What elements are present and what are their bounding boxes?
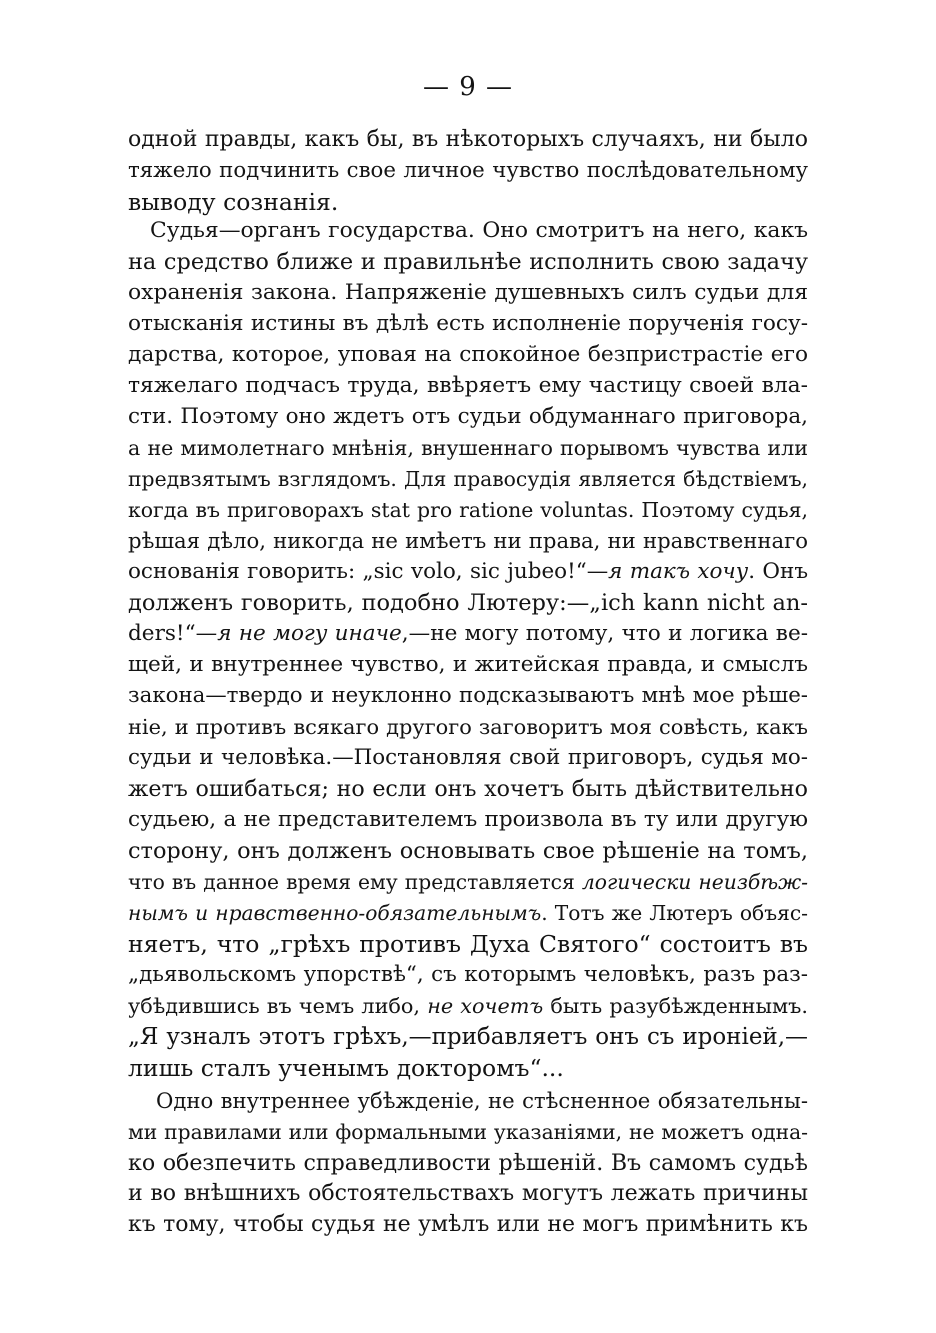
- text-line: дарства, которое, уповая на спокойное безпристрастіе его: [128, 342, 808, 367]
- text-run: . Тотъ же Лютеръ объяс-: [541, 901, 808, 925]
- text-run: . Онъ: [748, 559, 809, 584]
- text-line: [128, 867, 808, 897]
- text-run: ders!“—: [128, 621, 218, 646]
- text-line: Судья—органъ государства. Оно смотритъ на него, какъ: [150, 218, 808, 243]
- text-line: „Я узналъ этотъ грѣхъ,—прибавляетъ онъ съ ироніей,—: [128, 1024, 808, 1050]
- text-line: [128, 557, 808, 587]
- text-line: выводу сознанія.: [128, 188, 339, 216]
- text-run: убѣдившись въ чемъ либо,: [128, 994, 428, 1018]
- text-line: ко обезпечить справедливости рѣшеній. Въ самомъ судьѣ: [128, 1150, 808, 1176]
- page-number: — 9 —: [422, 72, 514, 102]
- text-line: долженъ говорить, подобно Лютеру:—„ich kann nicht an-: [128, 590, 808, 616]
- text-line: предвзятымъ взглядомъ. Для правосудія является бѣдствіемъ,: [128, 467, 808, 491]
- text-line: сти. Поэтому оно ждетъ отъ судьи обдуманнаго приговора,: [128, 404, 808, 429]
- text-line: щей, и внутреннее чувство, и житейская правда, и смыслъ: [128, 652, 808, 677]
- text-line: охраненія закона. Напряженіе душевныхъ силъ судьи для: [128, 280, 808, 305]
- text-line: къ тому, чтобы судья не умѣлъ или не могъ примѣнить къ: [128, 1212, 808, 1237]
- text-line: судьею, а не представителемъ произвола въ ту или другую: [128, 807, 808, 832]
- italic-text-run: логически неизбѣж-: [581, 870, 809, 894]
- text-run: что въ данное время ему представляется: [128, 870, 582, 894]
- text-line: на средство ближе и правильнѣе исполнить свою задачу: [128, 249, 808, 275]
- text-line: [128, 898, 808, 928]
- italic-text-run: не хочетъ: [427, 994, 544, 1018]
- text-line: а не мимолетнаго мнѣнія, внушеннаго порывомъ чувства или: [128, 436, 808, 460]
- text-line: отысканія истины въ дѣлѣ есть исполненіе порученія госу-: [128, 311, 808, 336]
- text-line: ми правилами или формальными указаніями, не можетъ одна-: [128, 1120, 808, 1144]
- text-line: [128, 619, 808, 649]
- text-run: быть разубѣжденнымъ.: [543, 994, 808, 1018]
- text-line: и во внѣшнихъ обстоятельствахъ могутъ лежать причины: [128, 1181, 808, 1206]
- text-line: жетъ ошибаться; но если онъ хочетъ быть дѣйствительно: [128, 776, 808, 802]
- text-run: основанія говорить: „sic volo, sic jubeo!“—: [128, 559, 609, 584]
- italic-text-run: я не могу иначе: [217, 621, 402, 646]
- text-line: тяжелаго подчасъ труда, ввѣряетъ ему частицу своей вла-: [128, 373, 808, 398]
- text-line: одной правды, какъ бы, въ нѣкоторыхъ случаяхъ, ни было: [128, 127, 808, 152]
- text-line: лишь сталъ ученымъ докторомъ“...: [128, 1054, 564, 1082]
- italic-text-run: я такъ хочу: [608, 559, 749, 584]
- text-line: [128, 991, 808, 1021]
- text-line: „дьявольскомъ упорствѣ“, съ которымъ человѣкъ, разъ раз-: [128, 962, 808, 987]
- text-line: рѣшая дѣло, никогда не имѣетъ ни права, ни нравственнаго: [128, 528, 808, 553]
- text-line: няетъ, что „грѣхъ противъ Духа Святого“ состоитъ въ: [128, 930, 808, 958]
- text-line: судьи и человѣка.—Постановляя свой приговоръ, судья мо-: [128, 745, 808, 770]
- text-line: ніе, и противъ всякаго другого заговоритъ моя совѣсть, какъ: [128, 715, 808, 739]
- text-line: когда въ приговорахъ stat pro ratione voluntas. Поэтому судья,: [128, 498, 808, 522]
- text-line: Одно внутреннее убѣжденіе, не стѣсненное обязательны-: [156, 1088, 808, 1113]
- italic-text-run: нымъ и нравственно-обязательнымъ: [128, 901, 542, 925]
- text-run: ,—не могу потому, что и логика ве-: [401, 621, 808, 646]
- text-line: сторону, онъ долженъ основывать свое рѣшеніе на томъ,: [128, 838, 808, 864]
- text-line: закона—твердо и неуклонно подсказываютъ мнѣ мое рѣше-: [128, 683, 808, 708]
- text-line: тяжело подчинить свое личное чувство послѣдовательному: [128, 158, 808, 183]
